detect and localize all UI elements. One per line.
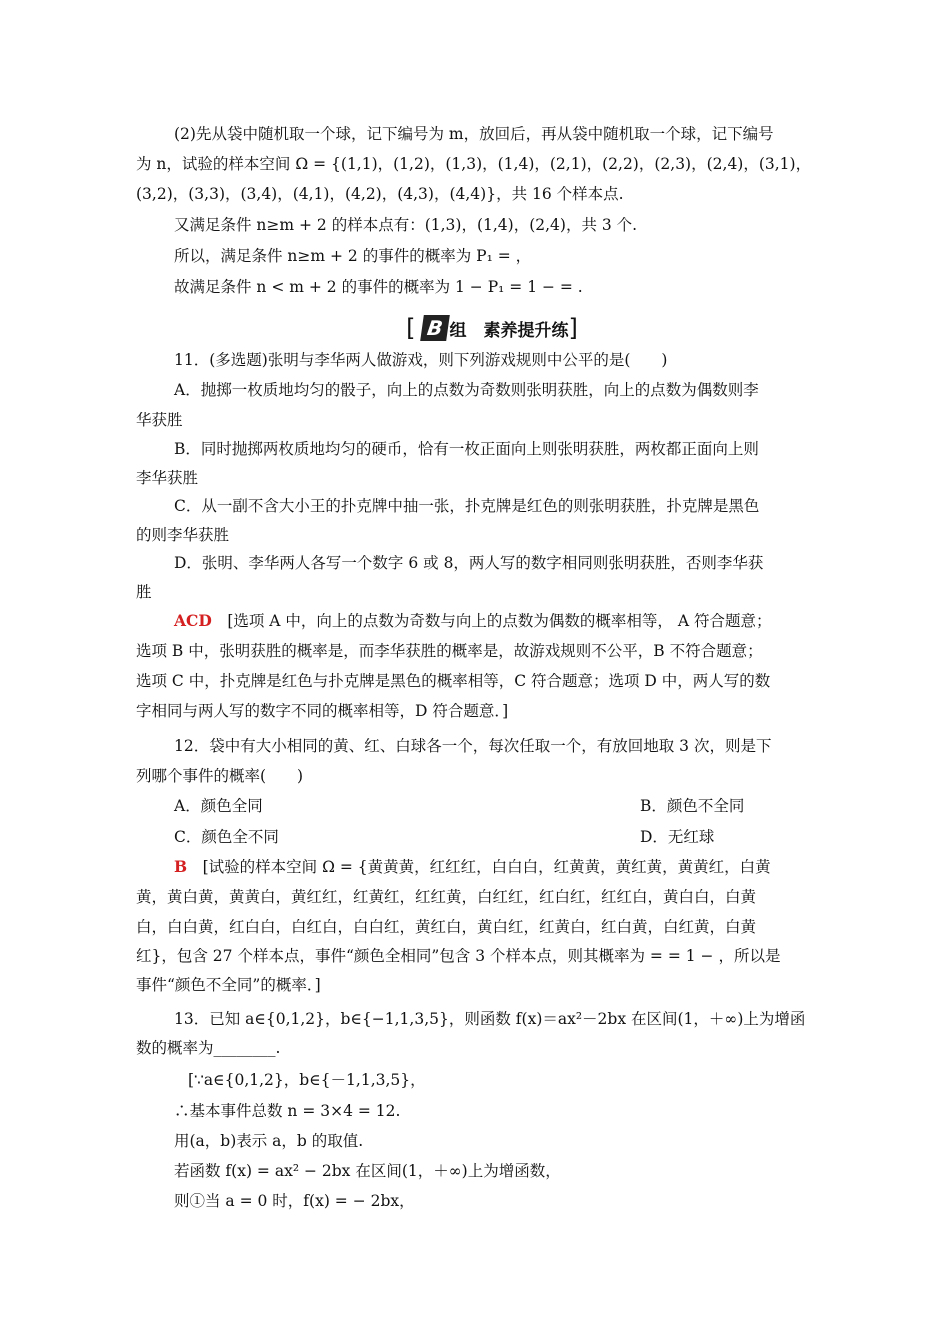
solution-line: 故满足条件 n < m + 2 的事件的概率为 1 − P₁ = 1 − = . xyxy=(174,278,583,296)
answer-key: B xyxy=(174,857,188,876)
solution-line: 又满足条件 n≥m + 2 的样本点有：(1,3)，(1,4)，(2,4)，共 3 个. xyxy=(174,216,638,234)
solution-line: (3,2)，(3,3)，(3,4)，(4,1)，(4,2)，(4,3)，(4,4)}，共 16 个样本点. xyxy=(136,185,624,203)
explanation-line: 选项 B 中，张明获胜的概率是，而李华获胜的概率是，故游戏规则不公平，B 不符合题意； xyxy=(136,642,763,660)
option-row xyxy=(174,827,854,847)
explanation-line: 白，白白黄，红白白，白红白，白白红，黄红白，黄白红，红黄白，红白黄，白红黄，白黄 xyxy=(136,918,757,936)
option-d: D．张明、李华两人各写一个数字 6 或 8，两人写的数字相同则张明获胜，否则李华获 xyxy=(174,554,764,572)
option-d: D．无红球 xyxy=(640,828,715,846)
group-letter: B xyxy=(420,315,450,341)
explanation-line: 红}，包含 27 个样本点，事件“颜色全相同”包含 3 个样本点，则其概率为 = = 1 − ，所以是 xyxy=(136,947,781,965)
explanation-line: 字相同与两人写的数字不同的概率相等，D 符合题意．] xyxy=(136,702,509,720)
question-stem: 11．(多选题)张明与李华两人做游戏，则下列游戏规则中公平的是( ) xyxy=(174,351,668,369)
answer-line xyxy=(174,857,854,877)
option-row xyxy=(174,796,854,816)
option-a: A．抛掷一枚质地均匀的骰子，向上的点数为奇数则张明获胜，向上的点数为偶数则李 xyxy=(174,381,759,399)
question-stem: 12．袋中有大小相同的黄、红、白球各一个，每次任取一个，有放回地取 3 次，则是下 xyxy=(174,737,772,755)
option-b: B．颜色不全同 xyxy=(640,797,745,815)
option-b: B．同时抛掷两枚质地均匀的硬币，恰有一枚正面向上则张明获胜，两枚都正面向上则 xyxy=(174,440,759,458)
explanation-line: 黄，黄白黄，黄黄白，黄红红，红黄红，红红黄，白红红，红白红，红红白，黄白白，白黄 xyxy=(136,888,757,906)
question-stem: 13．已知 a∈{0,1,2}，b∈{−1,1,3,5}，则函数 f(x)＝ax²－2bx 在区间(1，＋∞)上为增函 xyxy=(174,1010,806,1028)
solution-line: 用(a，b)表示 a，b 的取值. xyxy=(174,1132,364,1150)
explanation-line: 事件“颜色不全同”的概率．] xyxy=(136,976,321,994)
solution-line: (2)先从袋中随机取一个球，记下编号为 m，放回后，再从袋中随机取一个球，记下编号 xyxy=(174,125,774,143)
right-bracket: ] xyxy=(568,314,578,342)
option-c: C．颜色全不同 xyxy=(174,828,279,846)
answer-line xyxy=(174,611,854,631)
option-a: A．颜色全同 xyxy=(174,797,263,815)
question-stem-cont: 列哪个事件的概率( ) xyxy=(136,767,304,785)
left-bracket: [ xyxy=(406,314,416,342)
section-header xyxy=(392,314,592,342)
question-stem-cont: 数的概率为________. xyxy=(136,1039,281,1057)
solution-line: 所以，满足条件 n≥m + 2 的事件的概率为 P₁ = ， xyxy=(174,247,532,265)
option-c-cont: 的则李华获胜 xyxy=(136,526,230,544)
section-title: 组 素养提升练 xyxy=(449,320,569,341)
solution-line: 则①当 a = 0 时，f(x) = − 2bx， xyxy=(174,1192,415,1210)
explanation-text: [试验的样本空间 Ω = {黄黄黄，红红红，白白白，红黄黄，黄红黄，黄黄红，白黄 xyxy=(187,858,771,876)
solution-line: 若函数 f(x) = ax² − 2bx 在区间(1，＋∞)上为增函数， xyxy=(174,1162,561,1180)
option-b-cont: 李华获胜 xyxy=(136,469,199,487)
solution-line: ∴基本事件总数 n = 3×4 = 12. xyxy=(174,1102,401,1120)
option-d-cont: 胜 xyxy=(136,583,152,601)
explanation-line: 选项 C 中，扑克牌是红色与扑克牌是黑色的概率相等，C 符合题意；选项 D 中，两人写的数 xyxy=(136,672,771,690)
option-a-cont: 华获胜 xyxy=(136,411,183,429)
solution-line: 为 n，试验的样本空间 Ω = {(1,1)，(1,2)，(1,3)，(1,4)，(2,1)，(2,2)，(2,3)，(2,4)，(3,1)， xyxy=(136,155,812,173)
answer-key: ACD xyxy=(174,611,212,630)
option-c: C．从一副不含大小王的扑克牌中抽一张，扑克牌是红色的则张明获胜，扑克牌是黑色 xyxy=(174,497,760,515)
solution-line: [∵a∈{0,1,2}，b∈{－1,1,3,5}， xyxy=(188,1071,426,1089)
explanation-text: [选项 A 中，向上的点数为奇数与向上的点数为偶数的概率相等， A 符合题意； xyxy=(211,612,772,630)
